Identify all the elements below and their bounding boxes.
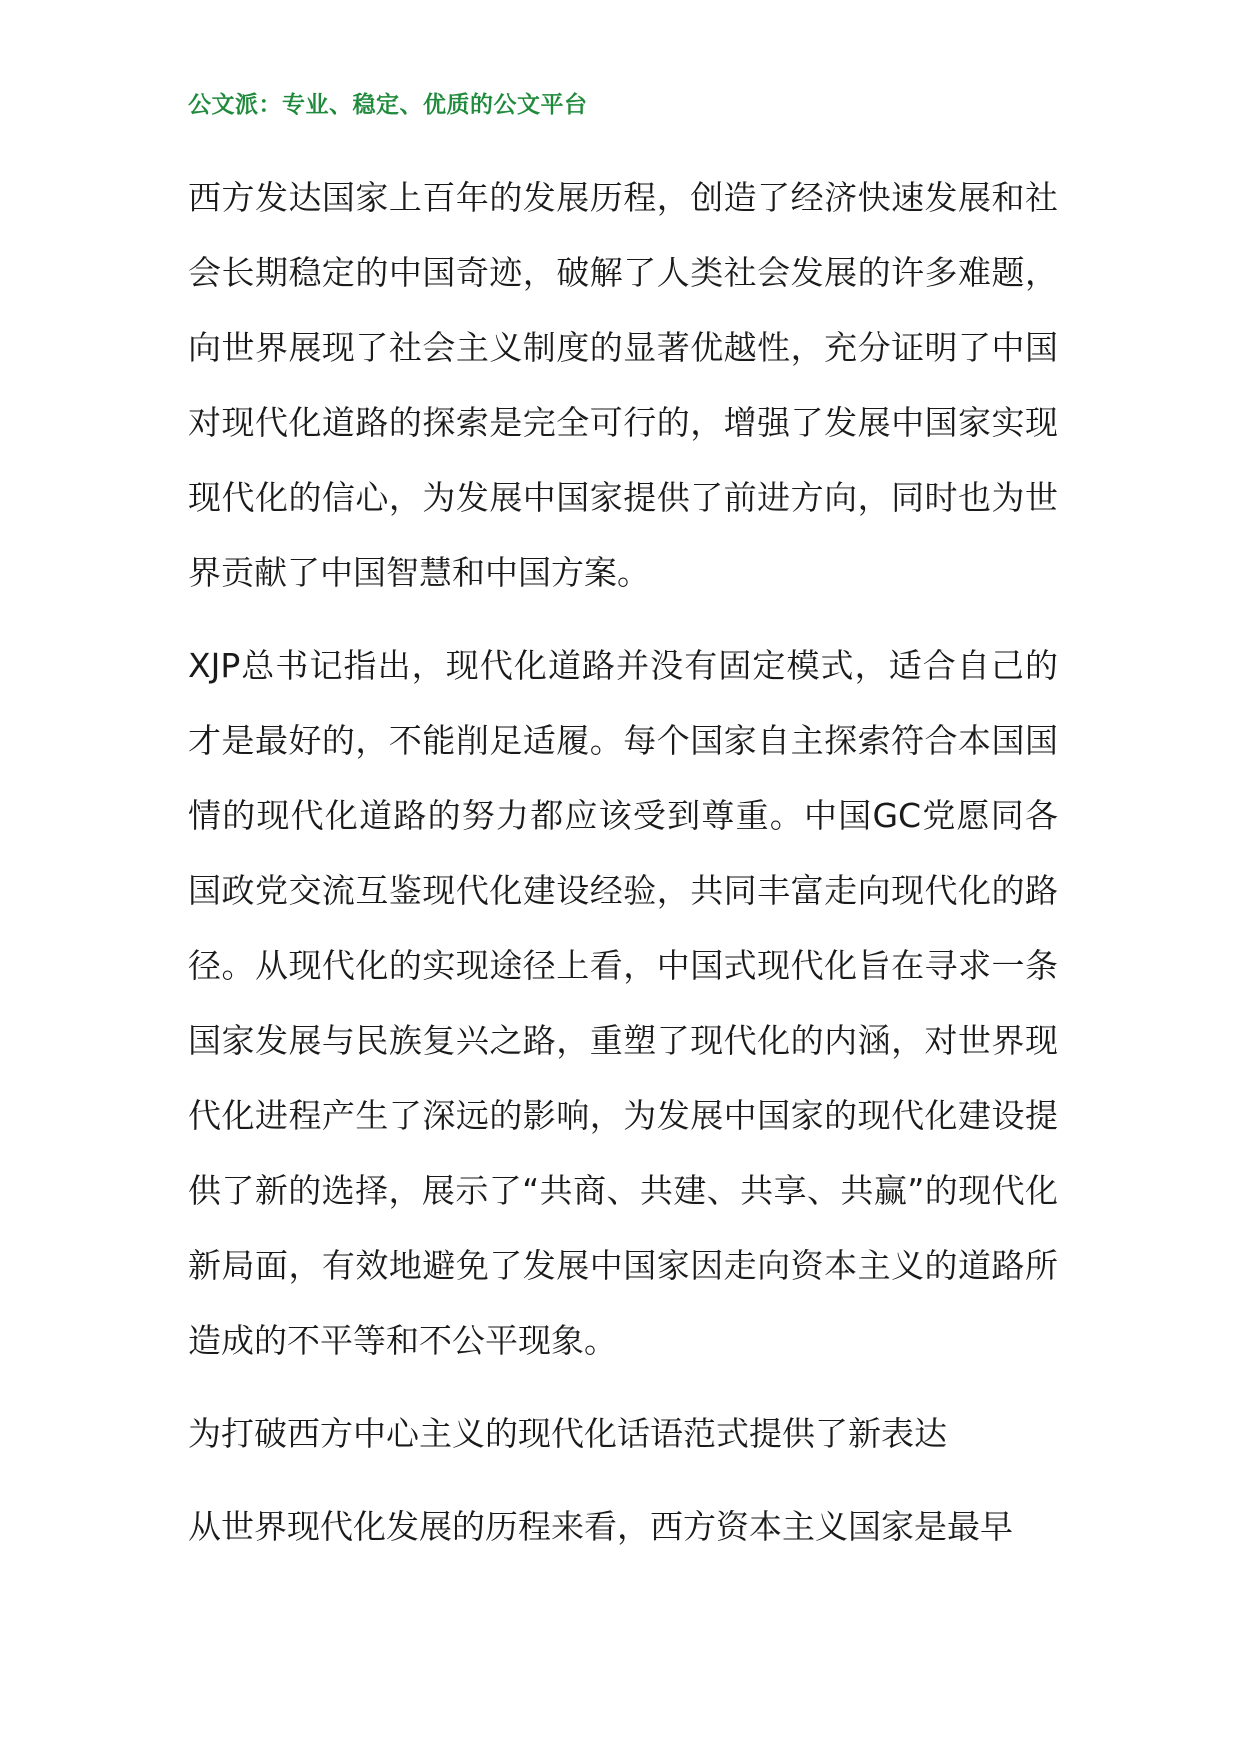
paragraph-world-modernization-history: 从世界现代化发展的历程来看，西方资本主义国家是最早	[188, 1507, 1013, 1546]
site-slogan-header: 公文派：专业、稳定、优质的公文平台	[188, 91, 588, 118]
document-body	[188, 160, 1058, 1582]
paragraph-development-achievements: 西方发达国家上百年的发展历程，创造了经济快速发展和社会长期稳定的中国奇迹，破解了人类社会发展的许多难题，向世界展现了社会主义制度的显著优越性，充分证明了中国对现代化道路的探索是完全可行的，增强了发展中国家实现现代化的信心，为发展中国家提供了前进方向，同时也为世界贡献了中国智慧和中国方案。	[188, 178, 1058, 592]
section-heading: 为打破西方中心主义的现代化话语范式提供了新表达	[188, 1414, 947, 1453]
paragraph-modernization-path: XJP总书记指出，现代化道路并没有固定模式，适合自己的才是最好的，不能削足适履。每个国家自主探索符合本国国情的现代化道路的努力都应该受到尊重。中国GC党愿同各国政党交流互鉴现代化建设经验，共同丰富走向现代化的路径。从现代化的实现途径上看，中国式现代化旨在寻求一条国家发展与民族复兴之路，重塑了现代化的内涵，对世界现代化进程产生了深远的影响，为发展中国家的现代化建设提供了新的选择，展示了“共商、共建、共享、共赢”的现代化新局面，有效地避免了发展中国家因走向资本主义的道路所造成的不平等和不公平现象。	[188, 646, 1058, 1360]
